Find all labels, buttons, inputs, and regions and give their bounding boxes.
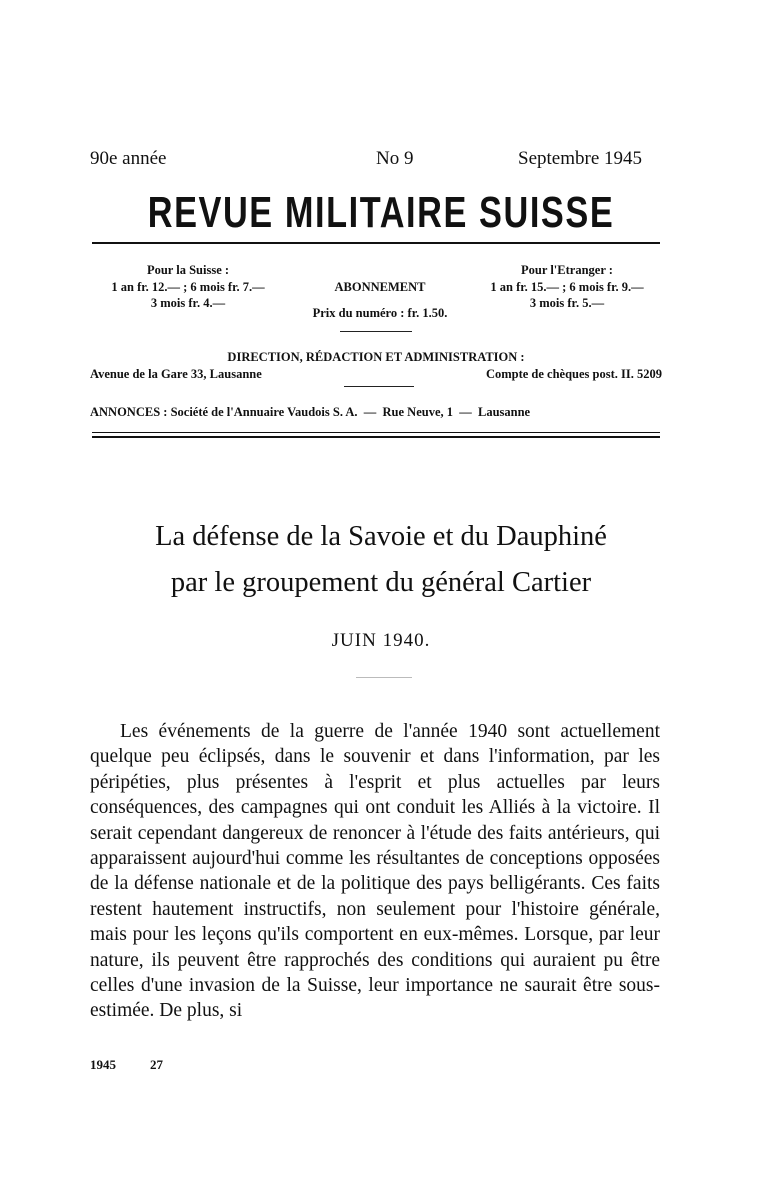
header-rule-top	[92, 432, 660, 433]
direction-divider	[344, 386, 414, 387]
annonces-text: Société de l'Annuaire Vaudois S. A. — Rue Neuve, 1 — Lausanne	[170, 405, 531, 419]
masthead-rule	[92, 242, 660, 244]
subscription-etranger-line2: 3 mois fr. 5.—	[529, 296, 605, 310]
issue-date: Septembre 1945	[518, 148, 643, 169]
journal-title: REVUE MILITAIRE SUISSE	[147, 188, 615, 237]
annonces-label: ANNONCES :	[90, 405, 168, 419]
postal-account: Compte de chèques post. II. 5209	[485, 367, 662, 381]
subscription-etranger-title: Pour l'Etranger :	[521, 263, 613, 277]
direction-address: Avenue de la Gare 33, Lausanne	[90, 367, 262, 381]
article-date: JUIN 1940.	[331, 630, 431, 651]
issue-price: Prix du numéro : fr. 1.50.	[312, 306, 448, 320]
article-body: Les événements de la guerre de l'année 1940 sont actuellement quelque peu éclipsés, dans le souvenir et dans l'information, par les péripéties, plus présentes à l'esprit et plus actuelles par leurs conséquences, des campagnes qui ont conduit les Alliés à la victoire. Il serait cependant dangereux de renoncer à l'étude des faits antérieurs, qui apparaissent aujourd'hui comme les résultantes de conceptions opposées de la défense nationale et de la politique des pays belligérants. Ces faits restent hautement instructifs, non seulement pour l'histoire générale, mais pour les leçons qu'ils comportent en eux-mêmes. Lorsque, par leur nature, ils peuvent être rapprochés des conditions qui auraient pu être celles d'une invasion de la Suisse, leur importance ne saurait être sous-estimée. De plus, si	[90, 721, 660, 1022]
title-divider	[356, 677, 412, 678]
subscription-suisse-line2: 3 mois fr. 4.—	[150, 296, 226, 310]
price-divider	[340, 331, 412, 332]
subscription-suisse-title: Pour la Suisse :	[146, 263, 230, 277]
annonces-line	[90, 405, 662, 420]
footer-year: 1945	[90, 1057, 116, 1072]
subscription-etranger-line1: 1 an fr. 15.— ; 6 mois fr. 9.—	[490, 280, 644, 294]
article-title-line1: La défense de la Savoie et du Dauphiné	[155, 521, 607, 552]
subscription-suisse-line1: 1 an fr. 12.— ; 6 mois fr. 7.—	[111, 280, 265, 294]
issue-number: No 9	[376, 148, 414, 169]
article-title-line2: par le groupement du général Cartier	[170, 567, 592, 598]
header-rule-bottom	[92, 436, 660, 438]
direction-title: DIRECTION, RÉDACTION ET ADMINISTRATION :	[227, 350, 525, 364]
volume-year: 90e année	[90, 148, 167, 169]
subscription-label: ABONNEMENT	[334, 280, 426, 294]
page-number: 27	[150, 1057, 163, 1072]
